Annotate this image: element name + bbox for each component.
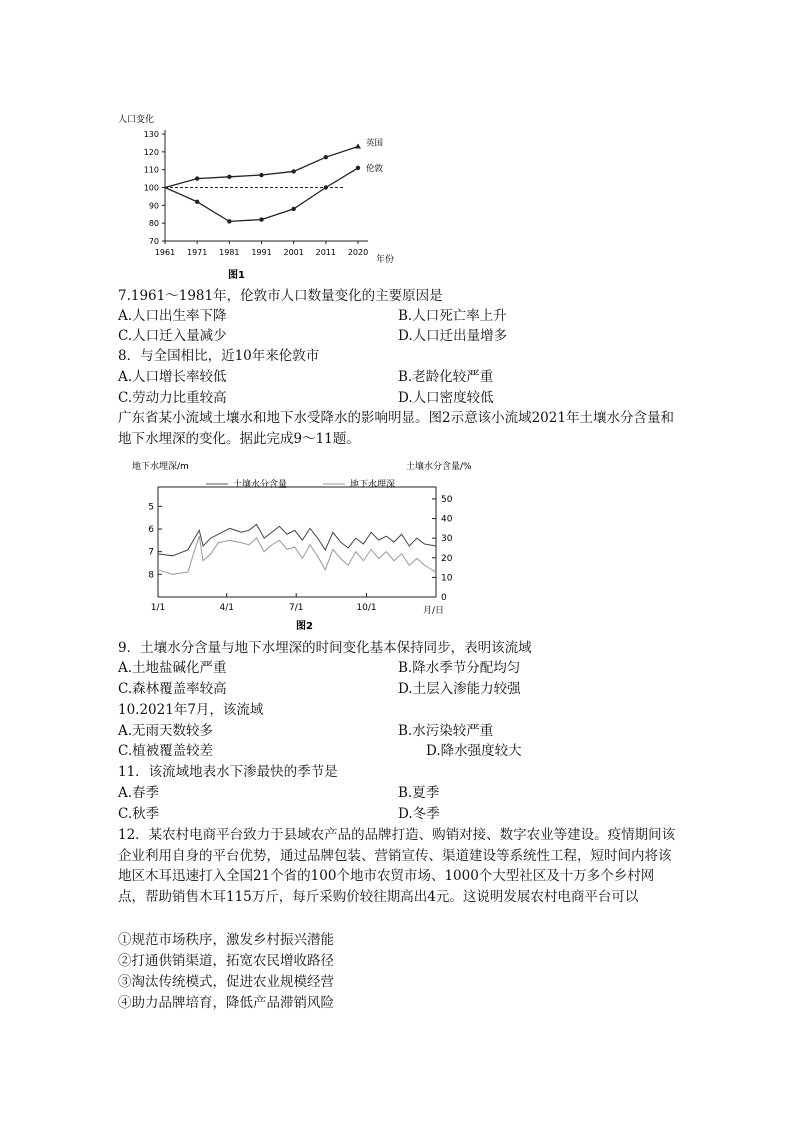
fig1-y-tick-label: 100: [143, 183, 159, 193]
fig2-x-tick-label: 1/1: [150, 603, 166, 613]
q9-stem: 9．土壤水分含量与地下水埋深的时间变化基本保持同步，表明该流域: [118, 640, 532, 656]
q8-option-d: D.人口密度较低: [398, 390, 494, 406]
q10-option-b: B.水污染较严重: [398, 723, 494, 739]
fig2-ylabel-right: 土壤水分含量/%: [406, 462, 472, 472]
fig2-right-tick-label: 30: [441, 534, 453, 545]
q10-option-d: D.降水强度较大: [426, 743, 522, 759]
fig1-point-london: [291, 207, 295, 211]
fig1-x-tick-label: 1961: [154, 248, 176, 257]
fig2-x-tick-label: 4/1: [219, 603, 234, 613]
fig1-xlabel: 年份: [376, 255, 395, 265]
fig1-point-uk: [195, 176, 199, 180]
fig1-y-tick-label: 80: [148, 219, 159, 229]
fig2-left-tick-label: 7: [148, 547, 154, 558]
fig1-x-tick-label: 1981: [219, 248, 240, 257]
fig1-x-tick-label: 2001: [283, 248, 304, 257]
q10-stem: 10.2021年7月，该流域: [118, 702, 264, 718]
q8-option-a: A.人口增长率较低: [118, 369, 227, 385]
fig1-point-uk: [324, 155, 328, 159]
fig2-x-tick-label: 7/1: [288, 603, 304, 613]
fig1-y-tick-label: 130: [143, 130, 159, 139]
q8-stem: 8．与全国相比，近10年来伦敦市: [118, 348, 320, 364]
fig2-right-tick-label: 50: [441, 494, 453, 505]
fig1-y-tick-label: 110: [143, 165, 159, 175]
figure-2: [118, 455, 488, 635]
q8-option-c: C.劳动力比重较高: [118, 390, 227, 406]
q12-item-2: ②打通供销渠道，拓宽农民增收路径: [118, 953, 334, 969]
fig1-x-tick-label: 1971: [186, 248, 208, 257]
fig1-point-uk: [355, 143, 361, 148]
fig1-x-tick-label: 2011: [315, 248, 337, 257]
fig1-series-uk-line: [165, 146, 358, 187]
q12-item-1: ①规范市场秩序，激发乡村振兴潜能: [118, 932, 334, 948]
q10-option-a: A.无雨天数较多: [118, 723, 214, 739]
fig2-left-tick-label: 6: [148, 525, 154, 535]
q7-option-d: D.人口迁出量增多: [398, 328, 508, 344]
q8-option-b: B.老龄化较严重: [398, 369, 494, 385]
q11-stem: 11．该流域地表水下渗最快的季节是: [118, 764, 338, 780]
q11-option-b: B.夏季: [398, 785, 440, 801]
fig1-y-tick-label: 120: [143, 147, 159, 157]
fig1-point-uk: [259, 173, 263, 177]
fig2-right-tick-label: 10: [441, 573, 453, 584]
q12-item-3: ③淘汰传统模式，促进农业规模经营: [118, 974, 334, 990]
fig1-x-tick-label: 1991: [251, 248, 272, 257]
fig1-point-uk: [227, 175, 231, 179]
fig2-left-tick-label: 5: [148, 502, 154, 513]
q7-option-b: B.人口死亡率上升: [398, 308, 507, 324]
fig2-x-tick-label: 10/1: [356, 603, 377, 613]
fig2-caption: 图2: [296, 621, 313, 632]
intro-9-11: 广东省某小流域土壤水和地下水受降水的影响明显。图2示意该小流域2021年土壤水分含量和地下水埋深的变化。据此完成9～11题。: [118, 410, 674, 447]
figure-1: [110, 110, 410, 285]
fig1-chart: [110, 110, 410, 285]
fig2-ylabel-left: 地下水埋深/m: [132, 462, 189, 472]
q9-option-a: A.土地盐碱化严重: [118, 660, 227, 676]
q7-stem: 7.1961～1981年，伦敦市人口数量变化的主要原因是: [118, 288, 443, 304]
q10-option-c: C.植被覆盖较差: [118, 743, 214, 759]
q12-stem: 12．某农村电商平台致力于县域农产品的品牌打造、购销对接、数字农业等建设。疫情期间该企业利用自身的平台优势，通过品牌包装、营销宣传、渠道建设等系统性工程，短时间内将该地区木耳迅速打入全国21个省的100个地市农贸市场、1000个大型社区及十万多个乡村网点，帮助销售木耳115万斤，每斤采购价较往期高出4元。这说明发展农村电商平台可以: [118, 827, 676, 905]
fig1-point-london: [195, 200, 199, 204]
fig2-chart: [118, 455, 488, 635]
fig1-point-london: [227, 219, 231, 223]
fig2-legend-gw-label: 地下水埋深: [350, 480, 396, 490]
q7-option-c: C.人口迁入量减少: [118, 328, 227, 344]
fig2-left-tick-label: 8: [148, 570, 154, 581]
fig1-point-london: [259, 217, 263, 221]
q9-option-b: B.降水季节分配均匀: [398, 660, 521, 676]
q12-item-4: ④助力品牌培育，降低产品滞销风险: [118, 995, 334, 1011]
q9-option-d: D.土层入渗能力较强: [398, 681, 521, 697]
fig1-label-london: 伦敦: [366, 163, 384, 174]
fig2-legend-soil-label: 土壤水分含量: [233, 480, 288, 490]
fig1-y-tick-label: 90: [148, 201, 159, 211]
q11-option-c: C.秋季: [118, 806, 160, 822]
q11-option-d: D.冬季: [398, 806, 440, 822]
q11-option-a: A.春季: [118, 785, 160, 801]
q7-option-a: A.人口出生率下降: [118, 308, 227, 324]
q9-option-c: C.森林覆盖率较高: [118, 681, 227, 697]
fig1-caption: 图1: [228, 270, 245, 281]
fig1-x-tick-label: 2020: [347, 248, 369, 257]
fig1-point-london: [356, 166, 360, 170]
fig1-label-uk: 英国: [366, 138, 384, 149]
fig1-ylabel: 人口变化: [118, 115, 155, 125]
fig1-y-tick-label: 70: [148, 237, 159, 246]
fig2-xlabel: 月/日: [423, 606, 445, 616]
fig1-point-london: [324, 185, 328, 189]
fig2-right-tick-label: 40: [441, 514, 453, 525]
fig2-right-tick-label: 20: [441, 553, 453, 564]
fig1-point-uk: [291, 169, 295, 173]
fig2-right-tick-label: 0: [441, 593, 447, 603]
